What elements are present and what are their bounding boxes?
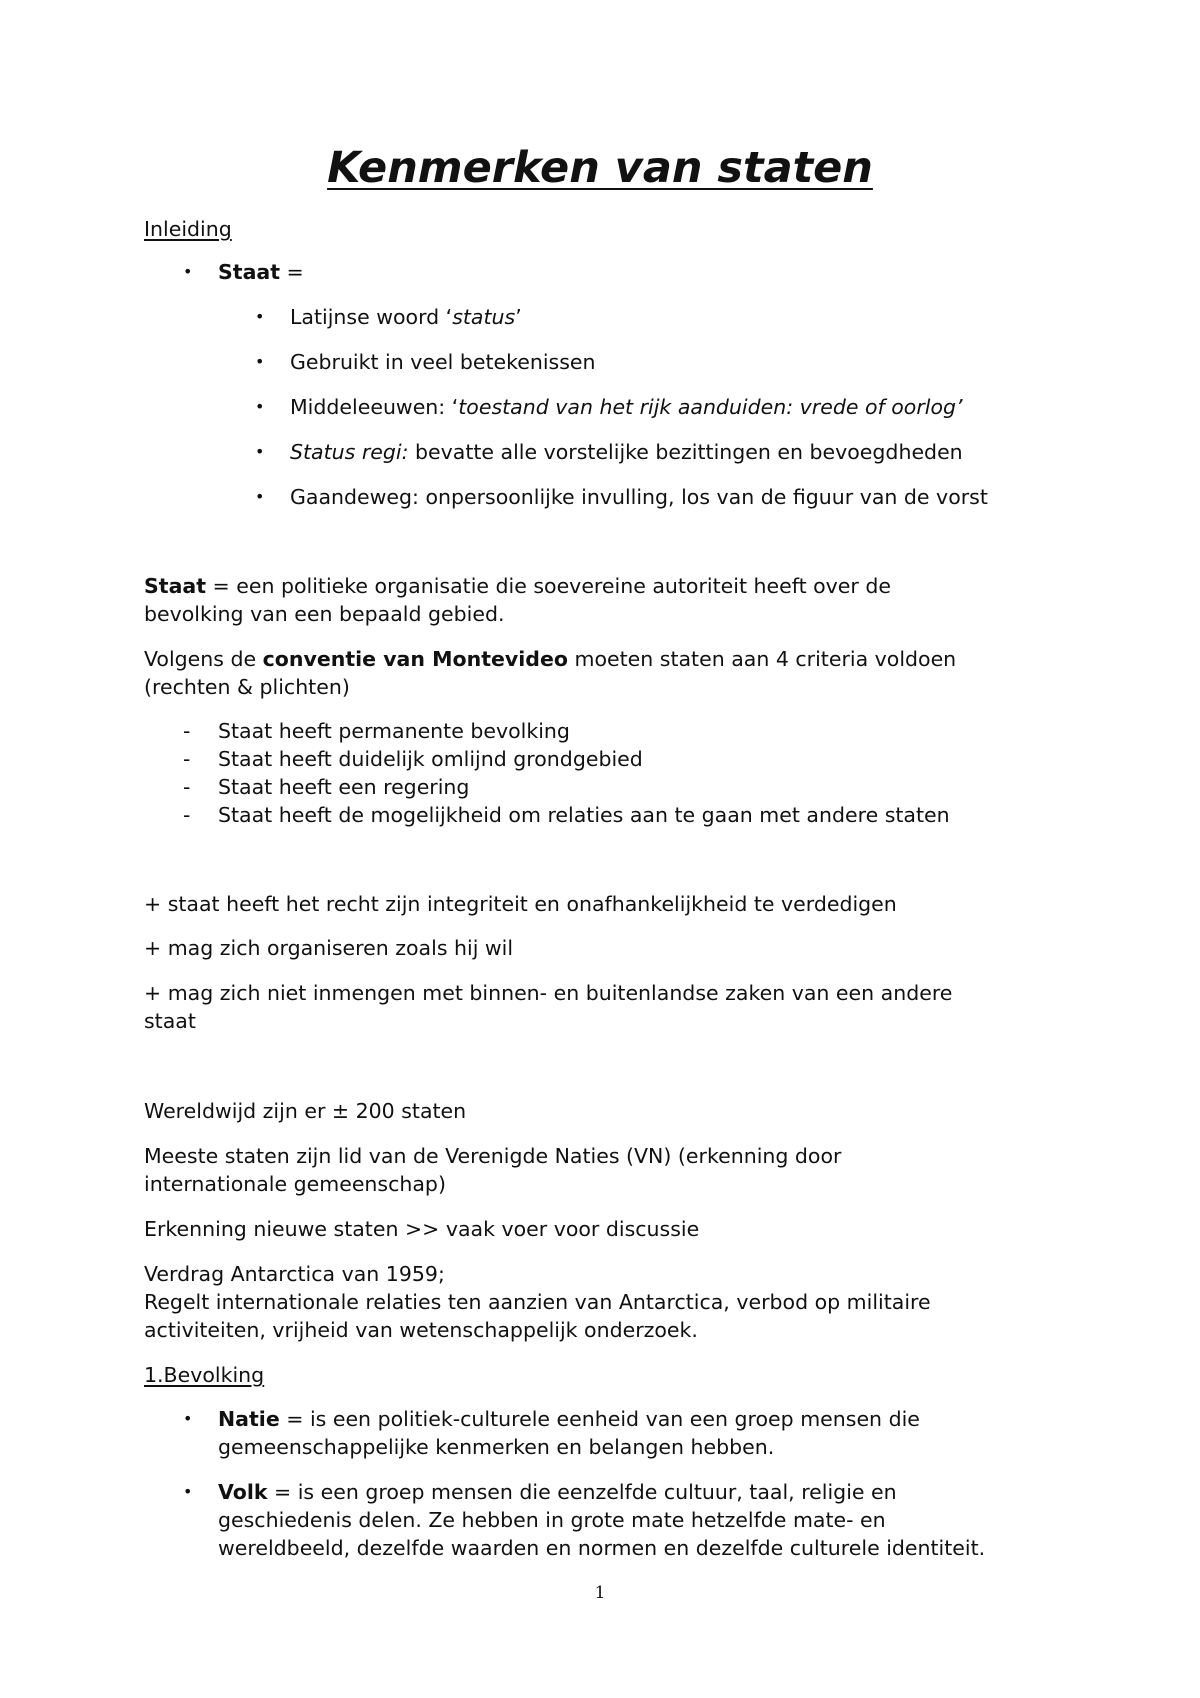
- volk-line-2: geschiedenis delen. Ze hebben in grote mate hetzelfde mate- en: [218, 1508, 886, 1532]
- criterion-item: Staat heeft de mogelijkheid om relaties aan te gaan met andere staten: [218, 803, 950, 827]
- bullet-icon: •: [255, 352, 265, 371]
- volk-line-1: Volk = is een groep mensen die eenzelfde cultuur, taal, religie en: [218, 1480, 897, 1504]
- fact-2a: Meeste staten zijn lid van de Verenigde Naties (VN) (erkenning door: [144, 1144, 842, 1168]
- page-number: 1: [594, 1583, 606, 1603]
- fact-4a: Verdrag Antarctica van 1959;: [144, 1262, 445, 1286]
- page-title: Kenmerken van staten: [327, 143, 873, 193]
- fact-1: Wereldwijd zijn er ± 200 staten: [144, 1099, 467, 1123]
- intro-heading: Inleiding: [144, 217, 232, 241]
- plus-item-1: + staat heeft het recht zijn integriteit en onafhankelijkheid te verdedigen: [144, 892, 897, 916]
- bullet-icon: •: [255, 397, 265, 416]
- fact-4b: Regelt internationale relaties ten aanzien van Antarctica, verbod op militaire: [144, 1290, 931, 1314]
- sub-bullet-1: Latijnse woord ‘status’: [290, 305, 522, 329]
- montevideo-line-1: Volgens de conventie van Montevideo moeten staten aan 4 criteria voldoen: [144, 647, 957, 671]
- sub-bullet-5: Gaandeweg: onpersoonlijke invulling, los van de figuur van de vorst: [290, 485, 988, 509]
- staat-term: [218, 258, 304, 286]
- bullet-icon: •: [255, 487, 265, 506]
- sub-bullet-3: Middeleeuwen: ‘toestand van het rijk aanduiden: vrede of oorlog’: [290, 395, 963, 419]
- criterion-item: Staat heeft duidelijk omlijnd grondgebied: [218, 747, 643, 771]
- sub-bullet-2: Gebruikt in veel betekenissen: [290, 350, 596, 374]
- natie-line-1: Natie = is een politiek-culturele eenheid van een groep mensen die: [218, 1407, 920, 1431]
- dash-marker: -: [183, 719, 191, 743]
- fact-3: Erkenning nieuwe staten >> vaak voer voor discussie: [144, 1217, 700, 1241]
- staat-label: Staat: [218, 260, 281, 284]
- criterion-item: Staat heeft een regering: [218, 775, 470, 799]
- bullet-icon: •: [255, 307, 265, 326]
- dash-marker: -: [183, 775, 191, 799]
- staat-eq: =: [280, 260, 304, 284]
- bullet-icon: •: [183, 1482, 193, 1501]
- plus-item-3b: staat: [144, 1009, 196, 1033]
- definition-line-1: Staat = een politieke organisatie die soevereine autoriteit heeft over de: [144, 574, 891, 598]
- dash-marker: -: [183, 747, 191, 771]
- dash-marker: -: [183, 803, 191, 827]
- bullet-icon: •: [255, 442, 265, 461]
- volk-line-3: wereldbeeld, dezelfde waarden en normen en dezelfde culturele identiteit.: [218, 1536, 986, 1560]
- sub-bullet-4: Status regi: bevatte alle vorstelijke bezittingen en bevoegdheden: [290, 440, 963, 464]
- fact-2b: internationale gemeenschap): [144, 1172, 446, 1196]
- plus-item-2: + mag zich organiseren zoals hij wil: [144, 936, 514, 960]
- montevideo-line-2: (rechten & plichten): [144, 675, 350, 699]
- section-heading-bevolking: 1.Bevolking: [144, 1363, 265, 1387]
- criterion-item: Staat heeft permanente bevolking: [218, 719, 570, 743]
- fact-4c: activiteiten, vrijheid van wetenschappelijk onderzoek.: [144, 1318, 698, 1342]
- definition-line-2: bevolking van een bepaald gebied.: [144, 602, 505, 626]
- bullet-icon: •: [183, 262, 193, 281]
- plus-item-3a: + mag zich niet inmengen met binnen- en buitenlandse zaken van een andere: [144, 981, 953, 1005]
- bullet-icon: •: [183, 1409, 193, 1428]
- natie-line-2: gemeenschappelijke kenmerken en belangen hebben.: [218, 1435, 775, 1459]
